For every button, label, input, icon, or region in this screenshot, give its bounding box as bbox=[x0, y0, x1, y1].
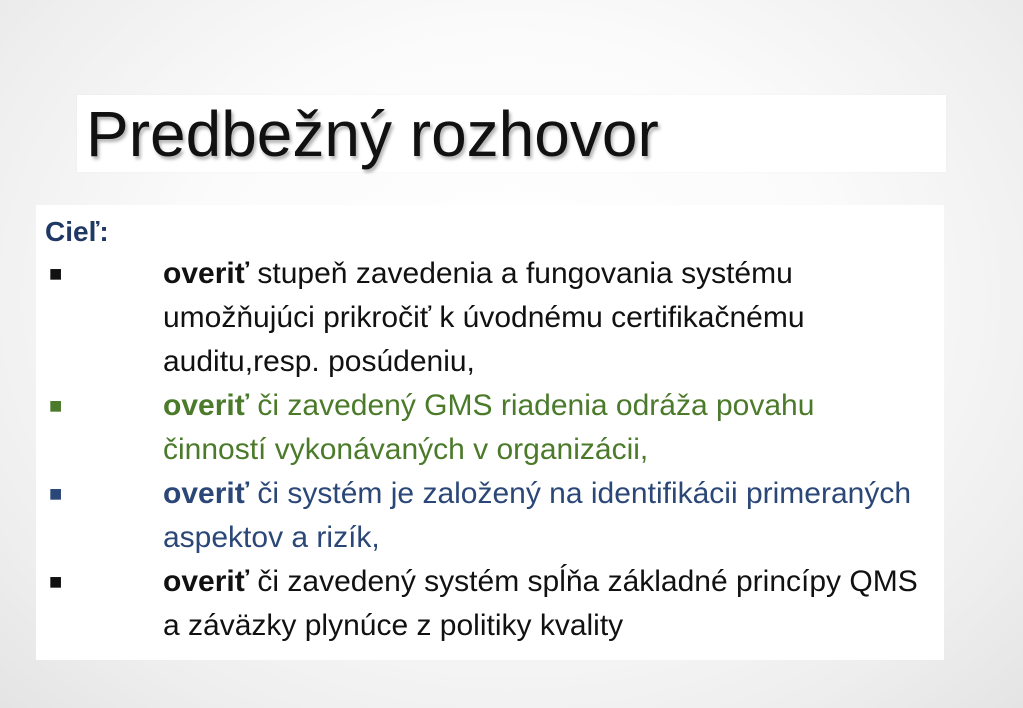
item-keyword: overiť bbox=[163, 389, 250, 422]
item-keyword: overiť bbox=[163, 477, 250, 510]
title-box bbox=[77, 95, 946, 172]
list-item bbox=[45, 384, 925, 472]
item-text: či zavedený systém spĺňa základné princípy QMS a záväzky plynúce z politiky kvality bbox=[163, 565, 918, 642]
list-item bbox=[45, 252, 925, 384]
goal-label: Cieľ: bbox=[45, 216, 109, 247]
item-keyword: overiť bbox=[163, 257, 250, 290]
square-bullet-icon: ■ bbox=[49, 261, 63, 286]
slide-content bbox=[45, 212, 925, 648]
slide-title: Predbežný rozhovor bbox=[86, 98, 659, 170]
item-text: či systém je založený na identifikácii primeraných aspektov a rizík, bbox=[163, 477, 912, 554]
item-keyword: overiť bbox=[163, 565, 250, 598]
item-text: či zavedený GMS riadenia odráža povahu činností vykonávaných v organizácii, bbox=[163, 389, 815, 466]
list-item bbox=[45, 472, 925, 560]
item-text: stupeň zavedenia a fungovania systému umožňujúci prikročiť k úvodnému certifikačnému auditu,resp. posúdeniu, bbox=[163, 257, 805, 378]
square-bullet-icon: ■ bbox=[49, 393, 63, 418]
square-bullet-icon: ■ bbox=[49, 569, 63, 594]
square-bullet-icon: ■ bbox=[49, 481, 63, 506]
list-item bbox=[45, 560, 925, 648]
